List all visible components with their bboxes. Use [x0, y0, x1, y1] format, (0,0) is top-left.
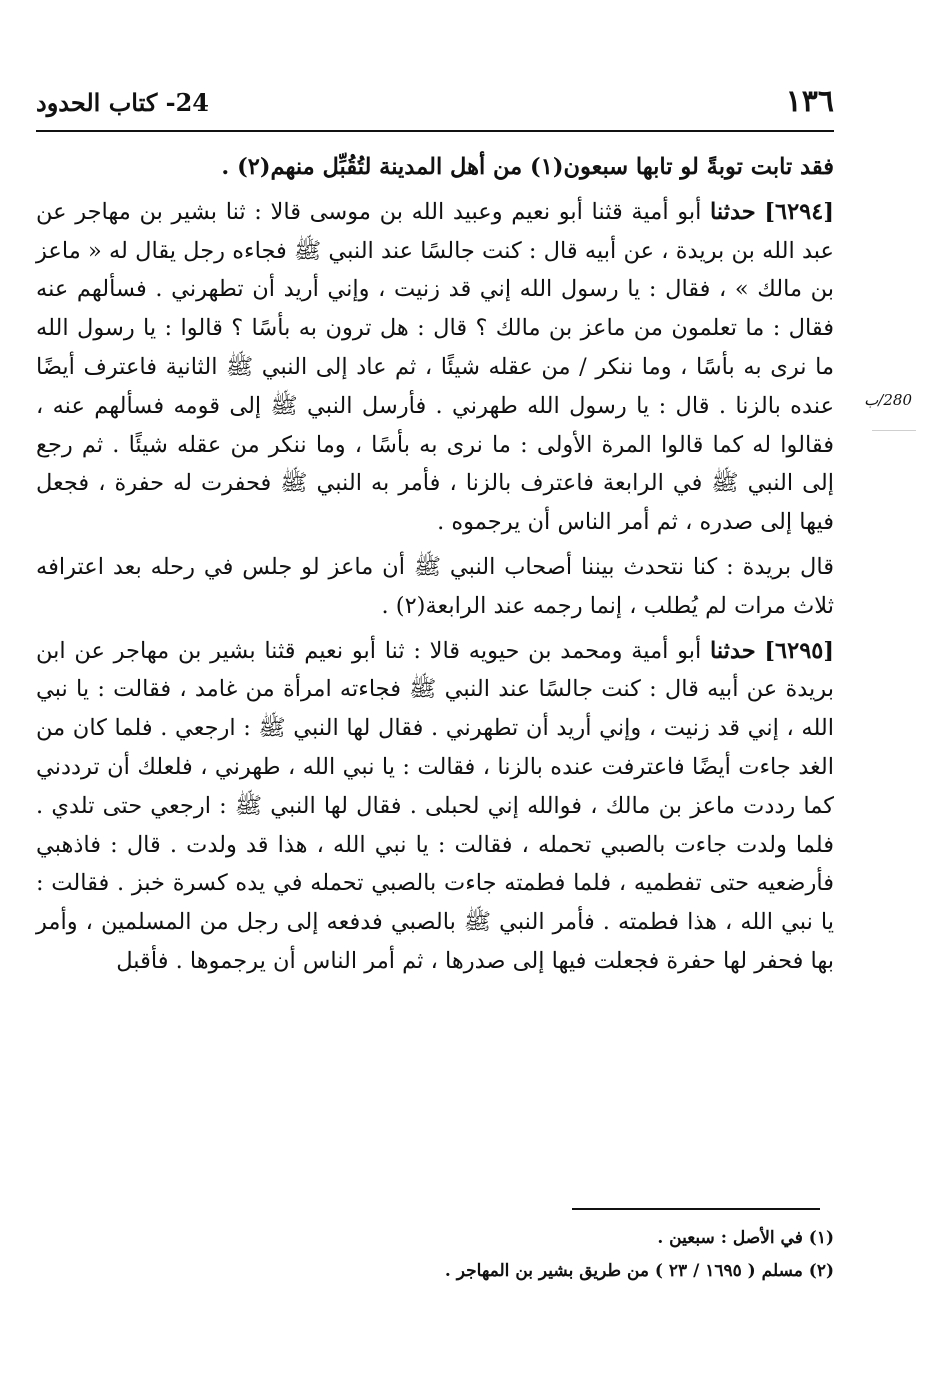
page-number: ١٣٦ — [785, 84, 834, 119]
hadith-6294 — [36, 193, 834, 542]
hadith-6295 — [36, 632, 834, 981]
paragraph-text: قال بريدة : كنا نتحدث بيننا أصحاب النبي ﷺ أن ماعز لو جلس في رحله بعد اعترافه ثلاث مرات لم يُطلب ، إنما رجمه عند الرابعة(٢) . — [36, 553, 834, 619]
footnote-2: (٢) مسلم ( ١٦٩٥ / ٢٣ ) من طريق بشير بن المهاجر . — [444, 1261, 834, 1281]
footnotes — [36, 1222, 834, 1288]
hadith-number: [٦٢٩٤] — [764, 198, 835, 225]
margin-mark — [872, 430, 916, 431]
hadith-lead: حدثنا — [710, 637, 756, 664]
margin-folio-note: 280/ب — [864, 391, 912, 409]
header-rule — [36, 130, 834, 132]
hadith-text: أبو أمية ومحمد بن حيويه قالا : ثنا أبو نعيم قثنا بشير بن مهاجر عن ابن بريدة عن أبيه قال : كنت جالسًا عند النبي ﷺ فجاءته امرأة من غامد ، فقالت : يا نبي الله ، إني قد زنيت ، وإني أريد أن تطهرني . فقال لها النبي ﷺ : ارجعي . فلما كان من الغد جاءت أيضًا فاعترفت عنده بالزنا ، فقالت : يا نبي الله ، طهرني ، فلعلك أن ترددني كما رددت ماعز بن مالك ، فوالله إني لحبلى . فقال لها النبي ﷺ : ارجعي حتى تلدي . فلما ولدت جاءت بالصبي تحمله ، فقالت : يا نبي الله ، هذا قد ولدت . قال : فاذهبي فأرضعيه حتى تفطميه ، فلما فطمته جاءت بالصبي تحمله في يده كسرة خبز . فقالت : يا نبي الله ، هذا فطمته . فأمر النبي ﷺ بالصبي فدفعه إلى رجل من المسلمين ، وأمر بها فحفر لها حفرة فجعلت فيها إلى صدرها ، ثم أمر الناس أن يرجموها . فأقبل — [36, 637, 834, 974]
paragraph-buraida — [36, 548, 834, 626]
hadith-lead: حدثنا — [710, 198, 756, 225]
footnote-rule — [572, 1208, 820, 1210]
hadith-text: أبو أمية قثنا أبو نعيم وعبيد الله بن موسى قالا : ثنا بشير بن مهاجر عن عبد الله بن بريدة ، عن أبيه قال : كنت جالسًا عند النبي ﷺ فجاءه رجل يقال له « ماعز بن مالك » ، فقال : يا رسول الله إني قد زنيت ، وإني أريد أن تطهرني . فسألهم عنه فقال : ما تعلمون من ماعز بن مالك ؟ قال : هل ترون به بأسًا ؟ قالوا : يا رسول الله ما نرى به بأسًا ، وما ننكر / من عقله شيئًا ، ثم عاد إلى النبي ﷺ الثانية فاعترف أيضًا عنده بالزنا . قال : يا رسول الله طهرني . فأرسل النبي ﷺ إلى قومه فسألهم عنه ، فقالوا له كما قالوا المرة الأولى : ما نرى به بأسًا ، وما ننكر من عقله شيئًا . ثم رجع إلى النبي ﷺ في الرابعة فاعترف بالزنا ، فأمر به النبي ﷺ فحفرت له حفرة ، فجعل فيها إلى صدره ، ثم أمر الناس أن يرجموه . — [36, 198, 834, 536]
main-text — [36, 148, 834, 981]
running-head: 24- كتاب الحدود — [36, 88, 209, 117]
paragraph-text: فقد تابت توبةً لو تابها سبعون(١) من أهل المدينة لتُقُبِّل منهم(٢) . — [221, 154, 834, 180]
paragraph-opening — [36, 148, 834, 187]
hadith-number: [٦٢٩٥] — [764, 637, 835, 664]
footnote-1: (١) في الأصل : سبعين . — [657, 1228, 834, 1248]
page-header — [36, 84, 834, 124]
